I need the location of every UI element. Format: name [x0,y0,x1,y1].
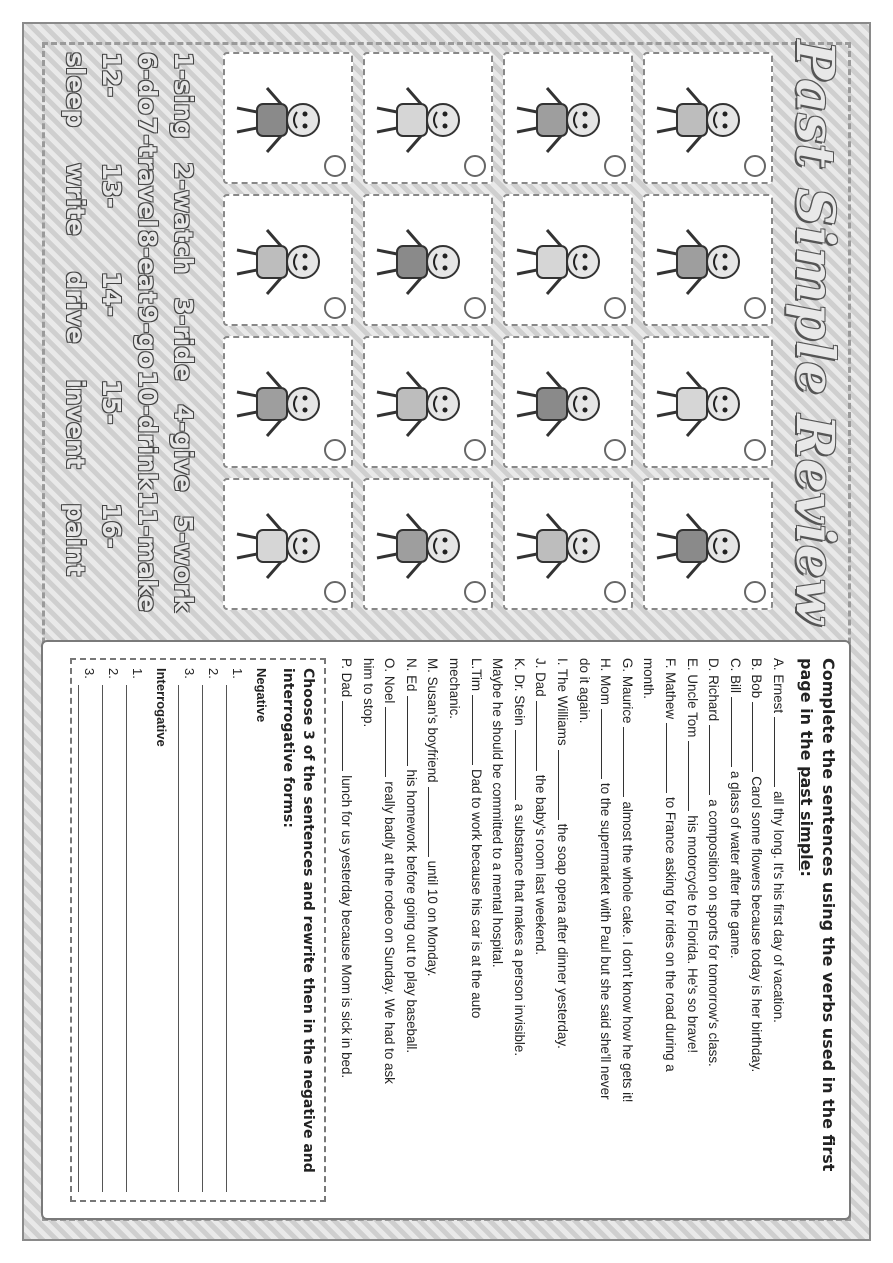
picture-cell [643,336,773,468]
line-number: 3. [181,668,197,679]
sentence-subject: G. Maurice [619,658,635,724]
verb-list [57,52,201,612]
sentence-list [336,658,789,1202]
instructions-text: Complete the sentences using the verbs used in the first page in the [797,658,838,1172]
answer-blank[interactable] [709,725,722,795]
sentence-rest: really badly at the rodeo on Sunday. We had to ask [382,781,398,1084]
cartoon-illustration [373,214,469,310]
sentence-subject: N. Ed [403,658,419,692]
sentence-rest: his motorcycle to Florida. He's so brave! [684,815,700,1054]
sentence-subject: L.Tim [468,658,484,691]
sentence-subject: J. Dad [533,658,549,697]
line-number: 1. [229,668,245,679]
sentence-line [530,658,552,1202]
verb-label: 4-give [169,404,198,492]
cartoon-illustration [513,72,609,168]
picture-cell [643,194,773,326]
answer-blank[interactable] [536,701,549,771]
sentence-subject: F. Mathew [663,658,679,720]
sentence-subject: K. Dr. Stein [511,658,527,726]
verb-label: 5-work [169,514,198,612]
cartoon-illustration [513,498,609,594]
interrogative-heading: Interrogative [153,668,169,747]
picture-cell [503,478,633,610]
write-space[interactable] [178,685,193,1192]
answer-blank[interactable] [558,750,571,820]
sentence-subject: H. Mom [598,658,614,705]
sentence-subject: B. Bob [749,658,765,699]
cartoon-illustration [373,498,469,594]
negative-lines [178,668,250,1192]
task-title: Choose 3 of the sentences and rewrite then in the negative and interrogative forms: [279,668,316,1173]
picture-cell [503,52,633,184]
answer-blank[interactable] [342,701,355,771]
sentence-rest: Dad to work because his car is at the auto [468,768,484,1019]
write-space[interactable] [102,685,117,1192]
cartoon-illustration [653,214,749,310]
verb-label: 3-ride [169,297,198,382]
picture-cell [363,52,493,184]
sentence-line [746,658,768,1202]
sentence-rest: do it again. [576,658,592,724]
verb-label: 14-drive [61,271,126,344]
sentence-rest: Carol some flowers because today is her birthday. [749,776,765,1073]
sentence-rest: a glass of water after the game. [727,770,743,959]
sentence-subject: A. Ernest [771,658,786,714]
sentence-subject: C. Bill [727,658,743,693]
picture-cell [223,336,353,468]
sentence-line [379,658,401,1202]
cartoon-illustration [233,72,329,168]
answer-line[interactable] [126,668,150,1192]
sentence-line [357,658,379,1202]
answer-blank[interactable] [731,697,744,767]
sentence-rest: lunch for us yesterday because Mom is sick in bed. [339,775,355,1079]
verb-label: 13-write [61,162,126,236]
answer-line[interactable] [226,668,250,1192]
sentence-rest: to France asking for rides on the road during a [663,797,679,1072]
write-space[interactable] [126,685,141,1192]
answer-blank[interactable] [385,707,398,777]
sentence-line [767,658,789,1202]
picture-cell [363,194,493,326]
write-space[interactable] [226,685,241,1192]
sentence-rest: until 10 on Monday. [425,860,441,977]
line-number: 2. [105,668,121,679]
sentence-line [487,658,509,1202]
cartoon-illustration [233,214,329,310]
picture-cell [223,478,353,610]
exercise-panel [41,640,851,1220]
sentence-rest: to the supermarket with Paul but she said she'll never [598,782,614,1100]
sentence-rest: mechanic. [447,658,463,720]
cartoon-illustration [373,72,469,168]
verb-label: 6-do [133,52,162,115]
sentence-subject: M. Susan's boyfriend [425,658,441,783]
answer-line[interactable] [78,668,102,1192]
picture-grid [213,52,773,612]
verb-row [57,52,129,612]
sentence-rest: almost the whole cake. I don't know how he gets it! [619,801,635,1103]
pictures-panel [41,40,851,625]
sentence-line [616,658,638,1202]
sentence-line [638,658,660,1202]
picture-cell [643,478,773,610]
verb-label: 7-travel [133,116,162,228]
sentence-line [336,658,358,1202]
sentence-line [551,658,573,1202]
verb-label: 1-sing [169,52,198,139]
answer-blank[interactable] [472,695,485,765]
sentence-line [595,658,617,1202]
sentence-subject: O. Noel [382,658,398,704]
picture-cell [363,336,493,468]
instructions-emphasis: past simple [797,766,816,871]
answer-blank[interactable] [515,730,528,800]
verb-label: 16-paint [61,503,126,577]
instructions-colon: : [797,870,816,877]
answer-line[interactable] [102,668,126,1192]
sentence-rest: all thy long. It's his first day of vacation. [771,791,786,1023]
line-number: 3. [81,668,97,679]
rewrite-task [70,658,325,1202]
answer-blank[interactable] [774,717,787,787]
worksheet-title: Past Simple Review [784,40,845,625]
sentence-rest: his homework before going out to play baseball. [403,769,419,1054]
cartoon-illustration [653,72,749,168]
answer-blank[interactable] [407,696,420,766]
sentence-line [703,658,725,1202]
verb-label: 2-watch [169,162,198,275]
line-number: 1. [129,668,145,679]
answer-blank[interactable] [429,787,442,857]
picture-cell [643,52,773,184]
cartoon-illustration [513,214,609,310]
sentence-rest: month. [641,658,657,699]
cartoon-illustration [653,356,749,452]
picture-cell [223,194,353,326]
sentence-line [465,658,487,1202]
answer-blank[interactable] [752,702,765,772]
answer-line[interactable] [202,668,226,1192]
sentence-line [400,658,422,1202]
verb-label: 12-sleep [61,52,126,128]
sentence-rest: a composition on sports for tomorrow's class. [706,799,722,1067]
cartoon-illustration [233,356,329,452]
verb-label: 10-drink [133,370,162,489]
sentence-line [444,658,466,1202]
cartoon-illustration [373,356,469,452]
sentence-subject: P. Dad [339,658,355,698]
answer-blank[interactable] [623,727,636,797]
verb-label: 9-go [133,305,162,369]
verb-row [129,52,165,612]
answer-line[interactable] [178,668,202,1192]
rotated-worksheet [41,40,851,1220]
verb-row [165,52,201,612]
sentence-rest: the soap opera after dinner yesterday. [555,823,571,1049]
cartoon-illustration [233,498,329,594]
cartoon-illustration [653,498,749,594]
instructions [795,658,839,1202]
answer-blank[interactable] [688,741,701,811]
sentence-line [573,658,595,1202]
picture-cell [503,336,633,468]
verb-label: 15-invent [61,379,126,469]
write-space[interactable] [78,685,93,1192]
sentence-rest: a substance that makes a person invisible. [511,803,527,1057]
answer-blank[interactable] [601,709,614,779]
verb-label: 11-make [133,490,162,612]
sentence-subject: E. Uncle Tom [684,658,700,738]
answer-blank[interactable] [666,723,679,793]
sentence-line [724,658,746,1202]
sentence-subject: D. Richard [706,658,722,722]
sentence-rest: the baby's room last weekend. [533,774,549,956]
sentence-line [659,658,681,1202]
picture-cell [223,52,353,184]
interrogative-lines [78,668,150,1192]
line-number: 2. [205,668,221,679]
sentence-line [422,658,444,1202]
sentence-rest: Maybe he should be committed to a mental hospital. [490,658,506,968]
sentence-subject: I. The Williams [555,658,571,746]
negative-heading: Negative [253,668,269,723]
cartoon-illustration [513,356,609,452]
sentence-line [508,658,530,1202]
picture-cell [363,478,493,610]
sentence-line [681,658,703,1202]
write-space[interactable] [202,685,217,1192]
sentence-rest: him to stop. [360,658,376,728]
picture-cell [503,194,633,326]
verb-label: 8-eat [133,229,162,304]
